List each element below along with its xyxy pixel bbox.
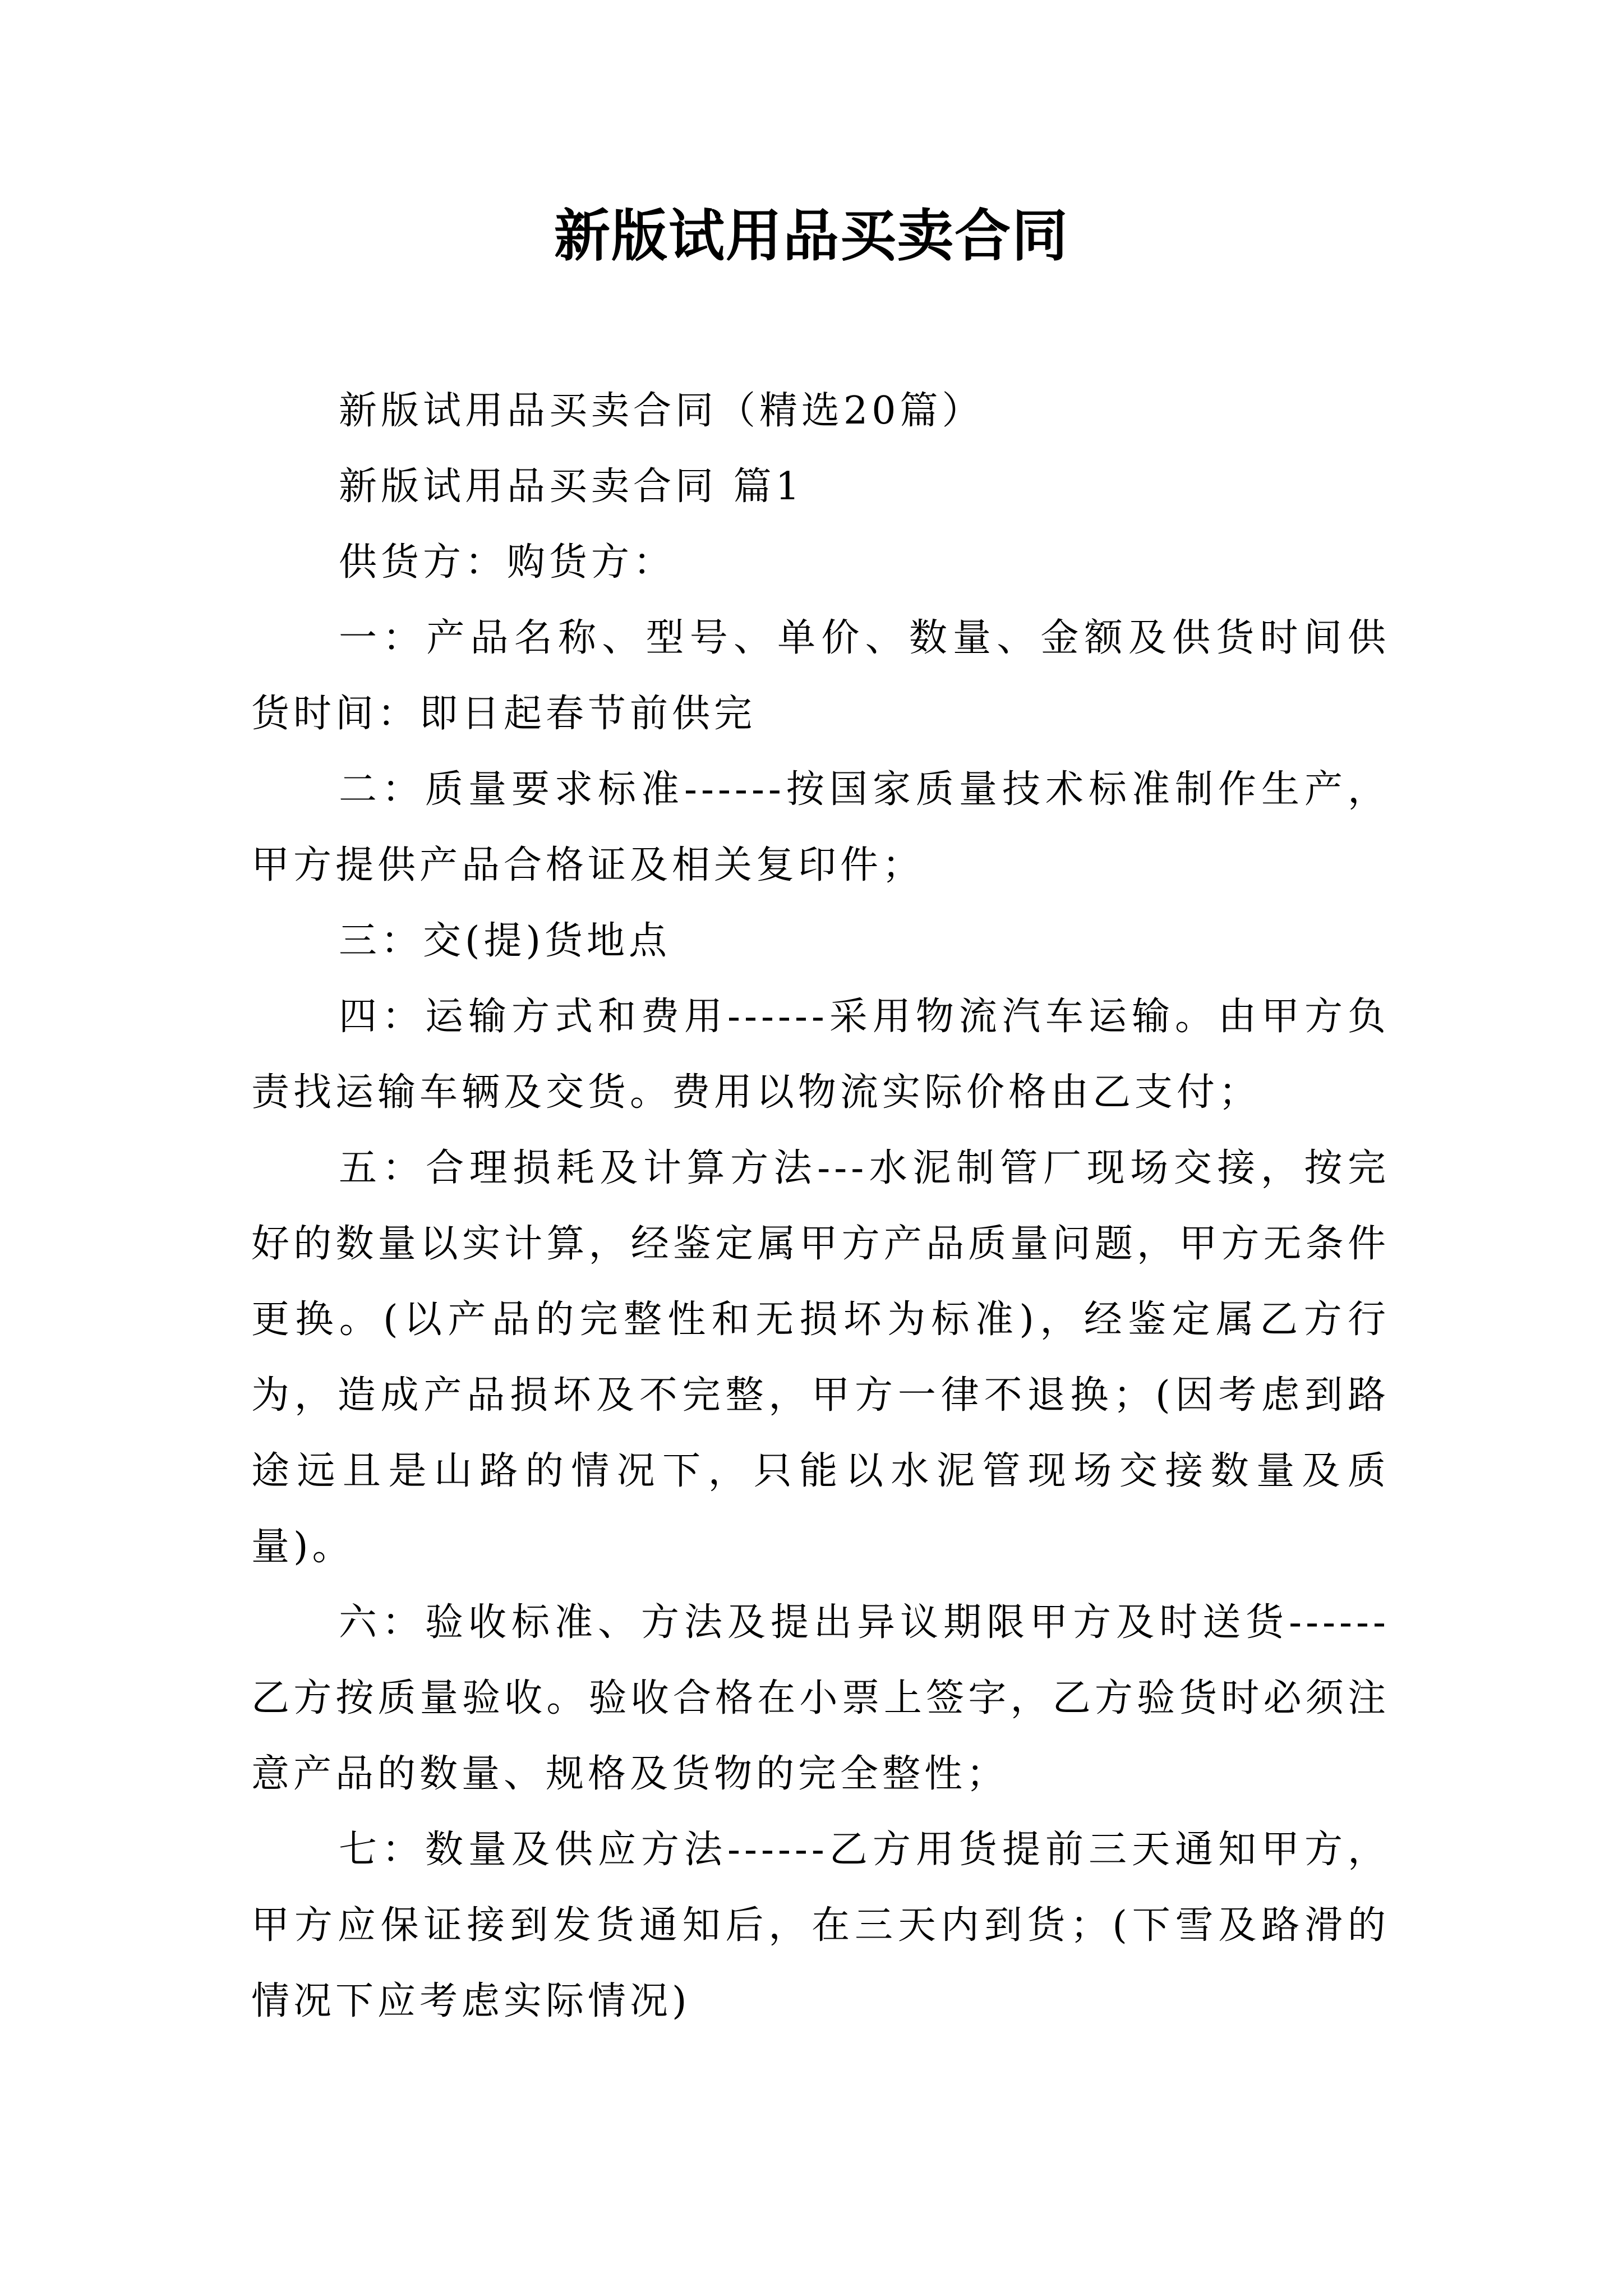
paragraph-clause-7: 七：数量及供应方法------乙方用货提前三天通知甲方，甲方应保证接到发货通知后，在三天内到货；(下雪及路滑的情况下应考虑实际情况) bbox=[251, 1828, 1390, 2023]
paragraph-clause-3: 三：交(提)货地点 bbox=[339, 919, 671, 963]
paragraph-parties: 供货方：购货方： bbox=[339, 540, 676, 585]
paragraph-clause-2: 二：质量要求标准------按国家质量技术标准制作生产，甲方提供产品合格证及相关复印件； bbox=[251, 767, 1390, 887]
paragraph-clause-5: 五：合理损耗及计算方法---水泥制管厂现场交接，按完好的数量以实计算，经鉴定属甲方产品质量问题，甲方无条件更换。(以产品的完整性和无损坏为标准)，经鉴定属乙方行为，造成产品损坏及不完整，甲方一律不退换；(因考虑到路途远且是山路的情况下，只能以水泥管现场交接数量及质量)。 bbox=[251, 1146, 1390, 1569]
document-body bbox=[251, 373, 1390, 2039]
document-title: 新版试用品买卖合同 bbox=[554, 203, 1069, 269]
paragraph-clause-6: 六：验收标准、方法及提出异议期限甲方及时送货------乙方按质量验收。验收合格在小票上签字，乙方验货时必须注意产品的数量、规格及货物的完全整性； bbox=[251, 1600, 1390, 1796]
paragraph-subtitle: 新版试用品买卖合同（精选20篇） bbox=[339, 389, 984, 433]
paragraph-section-heading: 新版试用品买卖合同 篇1 bbox=[339, 464, 804, 509]
paragraph-clause-1: 一：产品名称、型号、单价、数量、金额及供货时间供货时间：即日起春节前供完 bbox=[251, 616, 1390, 736]
paragraph-clause-4: 四：运输方式和费用------采用物流汽车运输。由甲方负责找运输车辆及交货。费用以物流实际价格由乙支付； bbox=[251, 995, 1390, 1115]
